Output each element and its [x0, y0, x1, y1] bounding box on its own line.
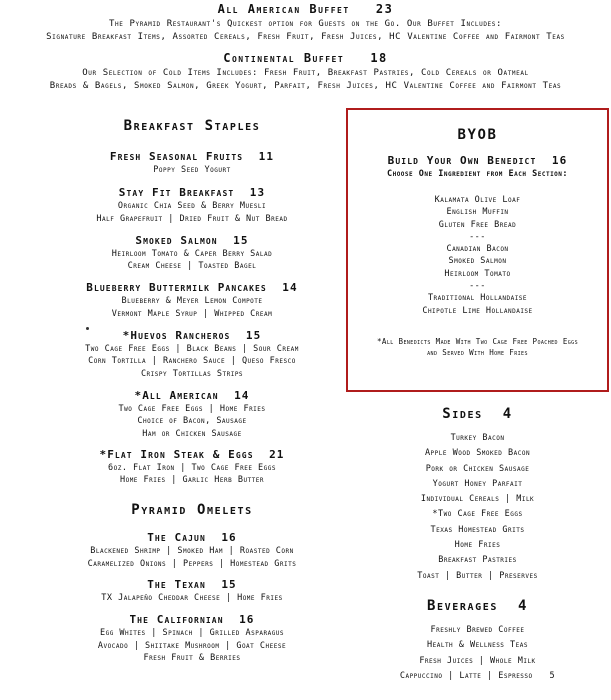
- beverage-item: Freshly Brewed Coffee: [430, 624, 525, 635]
- sides-heading-label: Sides: [442, 406, 483, 422]
- menu-item-price: 15: [245, 329, 262, 343]
- menu-item-desc: Corn Tortilla | Ranchero Sauce | Queso Fresco: [88, 356, 296, 367]
- menu-item-desc: Two Cage Free Eggs | Home Fries: [118, 403, 266, 414]
- side-item: Texas Homestead Grits: [430, 524, 525, 535]
- beverages-list: [346, 623, 609, 684]
- menu-item-title: [62, 447, 322, 462]
- menu-item-name: Stay Fit Breakfast: [118, 186, 235, 200]
- all-american-buffet-price: 23: [375, 2, 394, 16]
- menu-item-desc: Blackened Shrimp | Smoked Ham | Roasted Corn: [90, 546, 294, 557]
- menu-item-title: [62, 233, 322, 248]
- continental-buffet-price: 18: [370, 51, 388, 65]
- menu-item: [62, 185, 322, 225]
- all-american-buffet-name: All American Buffet: [217, 2, 350, 16]
- menu-item-price: 16: [239, 613, 255, 627]
- menu-item-price: 15: [221, 578, 237, 592]
- menu-item-desc: Home Fries | Garlic Herb Butter: [119, 475, 265, 486]
- continental-buffet-line-2: Breads & Bagels, Smoked Salmon, Greek Yogurt, Parfait, Fresh Juices, HC Valentine Coffee and Fairmont Teas: [49, 81, 562, 91]
- menu-item-price: 13: [249, 186, 266, 200]
- side-item: Apple Wood Smoked Bacon: [424, 448, 531, 459]
- menu-item-desc: Two Cage Free Eggs | Black Beans | Sour Cream: [85, 344, 299, 355]
- continental-buffet-title: [0, 50, 611, 67]
- menu-item: [62, 577, 322, 604]
- menu-item-desc: Half Grapefruit | Dried Fruit & Nut Bread: [96, 213, 288, 224]
- menu-item-name: Smoked Salmon: [135, 233, 218, 247]
- right-column: [346, 108, 609, 684]
- sides-heading: [346, 405, 609, 423]
- menu-item-price: 16: [221, 531, 237, 545]
- menu-item-desc: TX Jalapeño Cheddar Cheese | Home Fries: [101, 593, 283, 604]
- menu-item-name: The Californian: [129, 613, 224, 627]
- side-item: Home Fries: [454, 540, 501, 551]
- menu-item-desc: Avocado | Shiitake Mushroom | Goat Cheese: [97, 640, 287, 651]
- menu-item-desc: Vermont Maple Syrup | Whipped Cream: [111, 308, 273, 319]
- menu-item-title: [62, 149, 322, 164]
- byob-separator: ---: [469, 281, 486, 292]
- menu-item-name: The Texan: [147, 578, 206, 592]
- menu-item-desc: Poppy Seed Yogurt: [153, 165, 231, 175]
- all-american-buffet-line-1: The Pyramid Restaurant's Quickest option for Guests on the Go. Our Buffet Includes:: [109, 19, 502, 29]
- byob-option: Traditional Hollandaise: [427, 293, 528, 304]
- sides-price: 4: [502, 406, 513, 422]
- menu-item-name: Blueberry Buttermilk Pancakes: [86, 281, 267, 295]
- menu-item-desc: Blueberry & Meyer Lemon Compote: [121, 296, 263, 307]
- byob-heading: BYOB: [457, 127, 498, 143]
- byob-separator: ---: [469, 231, 486, 242]
- byob-subtitle: Choose One Ingredient from Each Section:: [386, 169, 569, 179]
- byob-option: Smoked Salmon: [448, 256, 507, 267]
- menu-item-desc: 6oz. Flat Iron | Two Cage Free Eggs: [107, 462, 276, 473]
- menu-item-price: 14: [234, 388, 250, 402]
- menu-item-desc: Caramelized Onions | Peppers | Homestead Grits: [87, 558, 297, 569]
- menu-item-title: [62, 280, 322, 295]
- menu-item-title: [62, 328, 322, 343]
- byob-option: Chipotle Lime Hollandaise: [422, 305, 533, 316]
- menu-item: [62, 530, 322, 570]
- beverage-item: Fresh Juices | Whole Milk: [419, 655, 536, 666]
- menu-item-desc: Egg Whites | Spinach | Grilled Asparagus: [99, 628, 285, 639]
- menu-item-desc: Crispy Tortillas Strips: [140, 368, 244, 379]
- beverages-heading-label: Beverages: [426, 597, 498, 614]
- menu-item-price: 14: [282, 281, 298, 295]
- beverages-heading: [346, 597, 609, 615]
- side-item: Pork or Chicken Sausage: [425, 463, 530, 474]
- menu-item-name: *Huevos Rancheros: [122, 329, 231, 343]
- menu-item-title: [62, 612, 322, 627]
- menu-item: [62, 149, 322, 176]
- breakfast-staples-heading: Breakfast Staples: [123, 118, 261, 134]
- menu-item-desc: Choice of Bacon, Sausage: [137, 416, 247, 427]
- stray-dot: [86, 327, 89, 330]
- byob-option: Heirloom Tomato: [444, 268, 511, 279]
- menu-item-title: [62, 530, 322, 545]
- all-american-buffet-line-2: Signature Breakfast Items, Assorted Cereals, Fresh Fruit, Fresh Juices, HC Valentine Coffee and Fairmont Teas: [46, 32, 565, 42]
- all-american-buffet-title: [0, 1, 611, 18]
- byob-option: Kalamata Olive Loaf: [434, 195, 521, 205]
- buffet-section: [0, 1, 611, 93]
- menu-item-price: 11: [258, 150, 275, 163]
- menu-item-price: 15: [233, 233, 249, 247]
- side-item: Turkey Bacon: [450, 433, 505, 443]
- menu-item-name: *Flat Iron Steak & Eggs: [99, 447, 254, 461]
- menu-item-name: Fresh Seasonal Fruits: [109, 150, 244, 163]
- byob-title-name: Build Your Own Benedict: [387, 154, 537, 167]
- menu-item-title: [62, 388, 322, 403]
- menu-item: [62, 280, 322, 320]
- menu-item: [62, 233, 322, 273]
- byob-option: English Muffin: [446, 207, 509, 218]
- menu-item-name: The Cajun: [147, 531, 206, 545]
- left-column: [62, 117, 322, 669]
- side-item: *Two Cage Free Eggs: [432, 509, 523, 520]
- menu-item-name: *All American: [134, 388, 219, 402]
- continental-buffet-name: Continental Buffet: [223, 51, 345, 65]
- beverage-item: Health & Wellness Teas: [426, 640, 528, 651]
- side-item: Breakfast Pastries: [438, 555, 517, 566]
- pyramid-omelets-heading: Pyramid Omelets: [131, 502, 253, 519]
- menu-item-desc: Organic Chia Seed & Berry Muesli: [117, 201, 267, 212]
- byob-title: [348, 153, 607, 168]
- side-item: Yogurt Honey Parfait: [432, 478, 523, 489]
- byob-option: Gluten Free Bread: [438, 219, 517, 230]
- menu-item-desc: Ham or Chicken Sausage: [142, 428, 242, 439]
- menu-item-desc: Heirloom Tomato & Caper Berry Salad: [111, 248, 273, 259]
- side-item: Toast | Butter | Preserves: [417, 570, 538, 581]
- side-item: Individual Cereals | Milk: [420, 494, 535, 505]
- menu-item-title: [62, 577, 322, 592]
- beverage-item-last: [346, 669, 609, 684]
- menu-item: [62, 447, 322, 487]
- beverages-price: 4: [518, 597, 529, 614]
- menu-item: [62, 612, 322, 664]
- menu-item-price: 21: [269, 447, 285, 461]
- menu-item: [62, 328, 322, 380]
- byob-note: *All Benedicts Made With Two Cage Free Poached Eggs: [376, 336, 578, 346]
- continental-buffet-line-1: Our Selection of Cold Items Includes: Fresh Fruit, Breakfast Pastries, Cold Cereals or Oatmeal: [82, 68, 529, 78]
- sides-list: [346, 431, 609, 584]
- byob-price: 16: [551, 154, 568, 167]
- beverage-item-last-label: Cappuccino | Latte | Espresso: [399, 670, 533, 681]
- menu-item-title: [62, 185, 322, 200]
- menu-item-desc: Cream Cheese | Toasted Bagel: [127, 261, 257, 272]
- byob-box: [346, 108, 609, 392]
- byob-option: Canadian Bacon: [446, 244, 509, 255]
- beverage-item-last-price: 5: [549, 670, 556, 681]
- menu-item: [62, 388, 322, 440]
- byob-note: and Served With Home Fries: [427, 347, 528, 357]
- menu-item-desc: Fresh Fruit & Berries: [143, 652, 241, 663]
